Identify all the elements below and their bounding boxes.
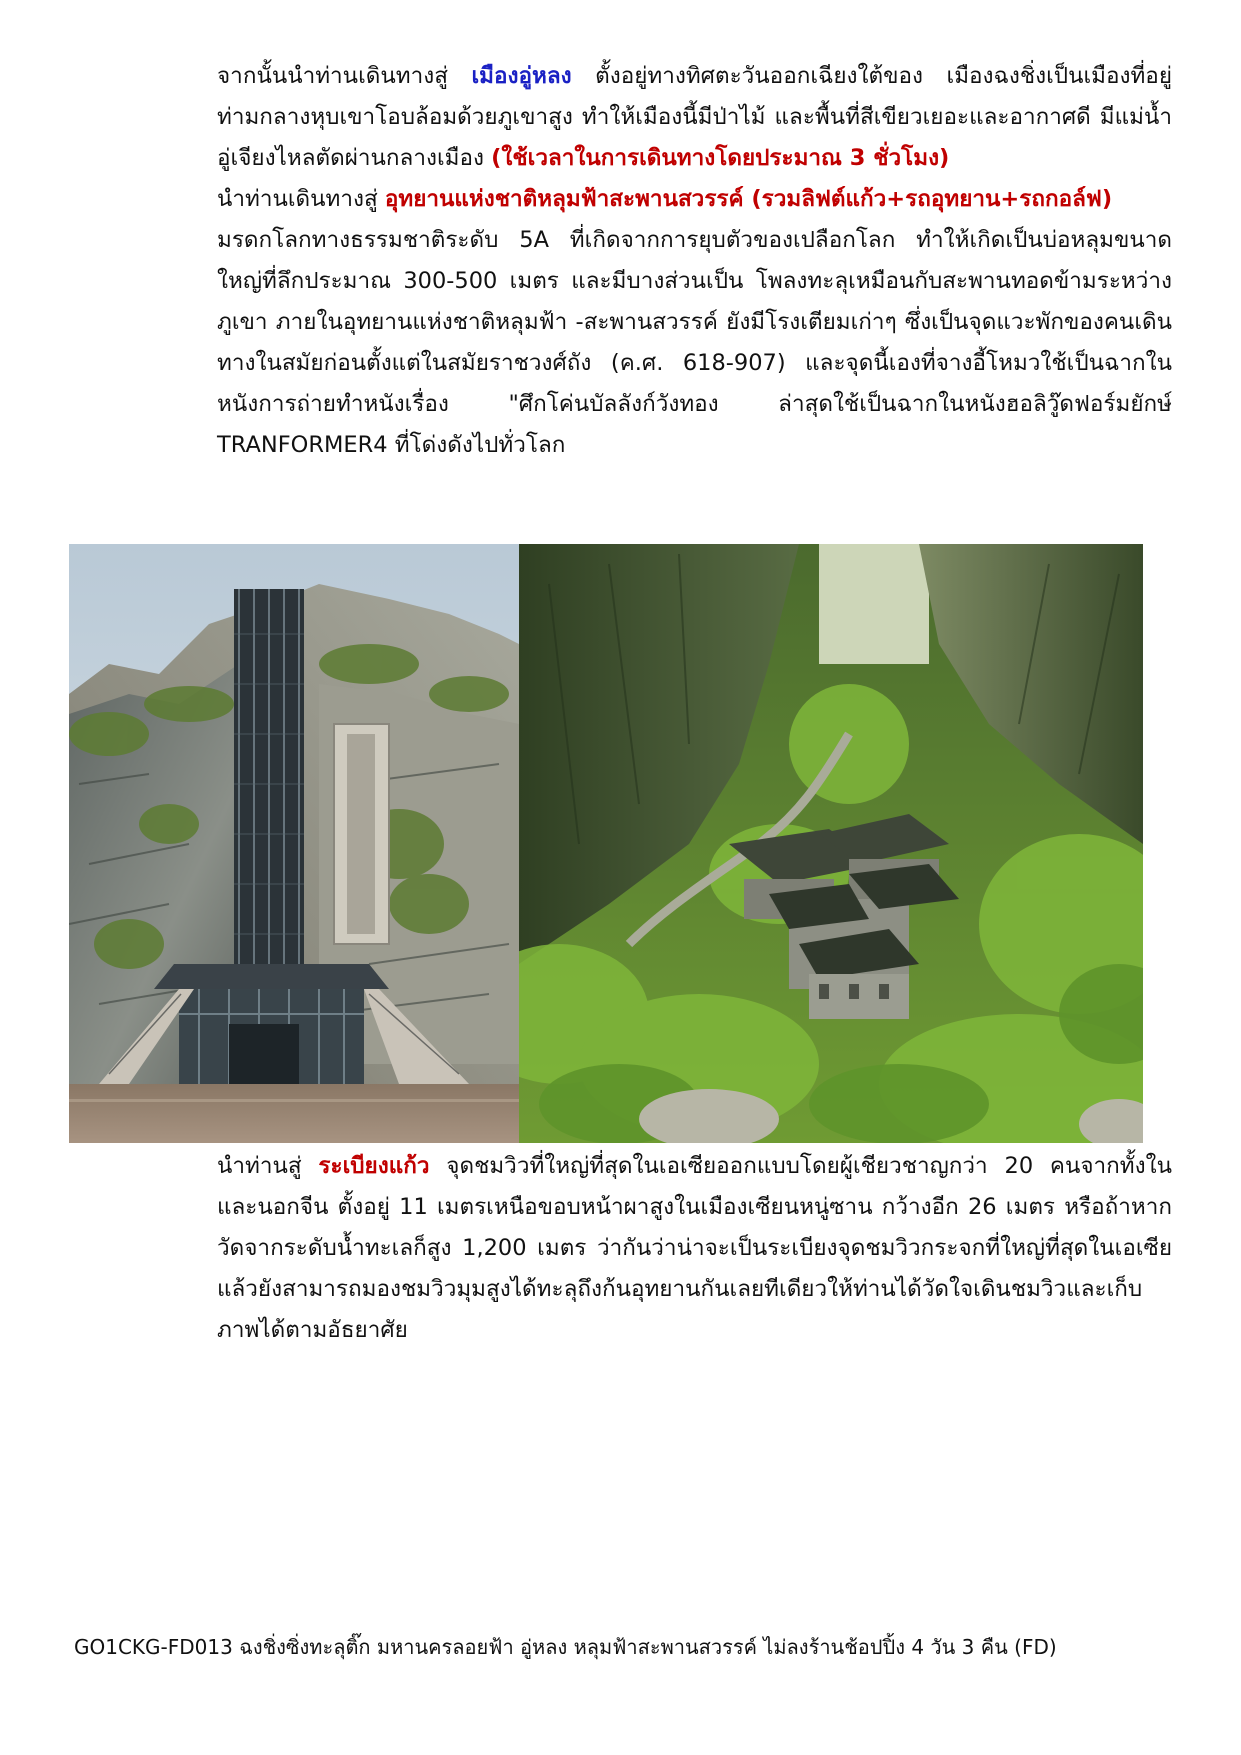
balcony-description: จุดชมวิวที่ใหญ่ที่สุดในเอเซียออกแบบโดยผู้เชียวชาญกว่า 20 คนจากทั้งในและนอกจีน ตั้งอยู่ 11 เมตรเหนือขอบหน้าผาสูงในเมืองเซียนหนู่ซาน กว้างอีก 26 เมตร หรือถ้าหากวัดจากระดับน้ำทะเลก็สูง 1,200 เมตร ว่ากันว่าน่าจะเป็นระเบียงจุดชมวิวกระจกที่ใหญ่ที่สุดในเอเซียแล้วยังสามารถมองชมวิวมุมสูงได้ทะลุถึงก้นอุทยานกันเลยทีเดียวให้ท่านได้วัดใจเดินชมวิวและเก็บภาพได้ตามอัธยาศัย: [217, 1153, 1172, 1343]
park-intro-text: นำท่านเดินทางสู่: [217, 186, 385, 212]
place-name-glass-balcony: ระเบียงแก้ว: [318, 1153, 430, 1179]
tour-code-footer: GO1CKG-FD013 ฉงชิ่งซิ่งทะลุติ๊ก มหานครลอยฟ้า อู่หลง หลุมฟ้าสะพานสวรรค์ ไม่ลงร้านช้อปปิ้ง 4 วัน 3 คืน (FD): [74, 1635, 1057, 1659]
gorge-inn-illustration: [519, 544, 1143, 1143]
balcony-intro-text: นำท่านสู่: [217, 1153, 319, 1179]
glass-balcony-paragraph: [217, 1146, 1172, 1351]
glass-elevator-photo: [69, 544, 519, 1143]
travel-time-note: (ใช้เวลาในการเดินทางโดยประมาณ 3 ชั่วโมง): [491, 145, 950, 171]
park-paragraph: [217, 179, 1172, 220]
park-description: มรดกโลกทางธรรมชาติระดับ 5A ที่เกิดจากการยุบตัวของเปลือกโลก ทำให้เกิดเป็นบ่อหลุมขนาดใหญ่ที่ลึกประมาณ 300-500 เมตร และมีบางส่วนเป็น โพลงทะลุเหมือนกับสะพานทอดข้ามระหว่างภูเขา ภายในอุทยานแห่งชาติหลุมฟ้า -สะพานสวรรค์ ยังมีโรงเตียมเก่าๆ ซึ่งเป็นจุดแวะพักของคนเดินทางในสมัยก่อนตั้งแต่ในสมัยราชวงศ์ถัง (ค.ศ. 618-907) และจุดนี้เองที่จางอี้โหมวใช้เป็นฉากในหนังการถ่ายทำหนังเรื่อง "ศึกโค่นบัลลังก์วังทอง ล่าสุดใช้เป็นฉากในหนังฮอลิวู๊ดฟอร์มยักษ์ TRANFORMER4 ที่โด่งดังไปทั่วโลก: [217, 227, 1172, 458]
place-name-wulong: เมืองอู่หลง: [471, 63, 572, 89]
intro-text: จากนั้นนำท่านเดินทางสู่: [217, 63, 472, 89]
glass-elevator-illustration: [69, 544, 519, 1143]
gorge-inn-photo: [519, 544, 1143, 1143]
intro-paragraph: [217, 56, 1172, 466]
wulong-description: ตั้งอยู่ทางทิศตะวันออกเฉียงใต้ของ เมืองฉงชิ่งเป็นเมืองที่อยู่ท่ามกลางหุบเขาโอบล้อมด้วยภูเขาสูง ทำให้เมืองนี้มีป่าไม้ และพื้นที่สีเขียวเยอะและอากาศดี มีแม่น้ำอู่เจียงไหลตัดผ่านกลางเมือง: [217, 63, 1172, 171]
park-name-heading: อุทยานแห่งชาติหลุมฟ้าสะพานสวรรค์ (รวมลิฟต์แก้ว+รถอุทยาน+รถกอล์ฟ): [384, 186, 1113, 212]
